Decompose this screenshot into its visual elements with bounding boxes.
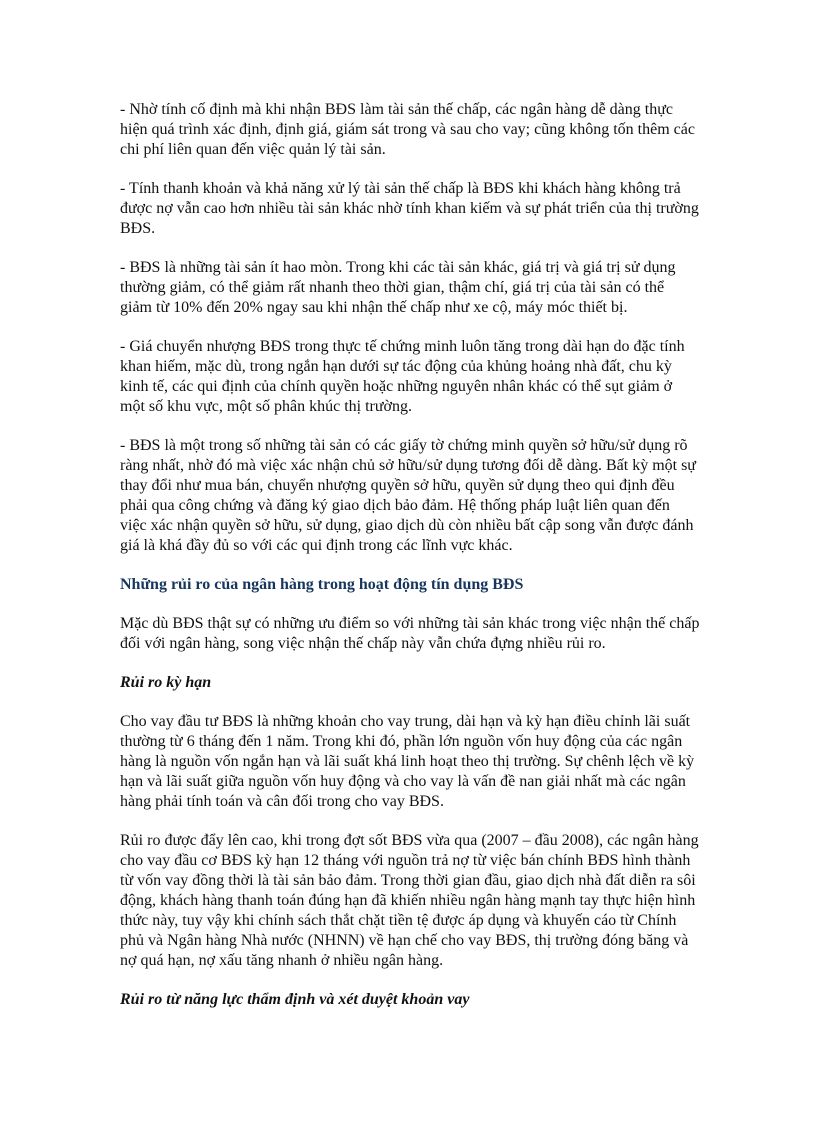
paragraph-term-risk-2: Rủi ro được đẩy lên cao, khi trong đợt sốt BĐS vừa qua (2007 – đầu 2008), các ngân hàng cho vay đầu cơ BĐS kỳ hạn 12 tháng với nguồn trả nợ từ việc bán chính BĐS hình thành từ vốn vay đồng thời là tài sản bảo đảm. Trong thời gian đầu, giao dịch nhà đất diễn ra sôi động, khách hàng thanh toán đúng hạn đã khiến nhiều ngân hàng mạnh tay thực hiện hình thức này, tuy vậy khi chính sách thắt chặt tiền tệ được áp dụng và khuyến cáo từ Chính phủ và Ngân hàng Nhà nước (NHNN) về hạn chế cho vay BĐS, thị trường đóng băng và nợ quá hạn, nợ xấu tăng nhanh ở nhiều ngân hàng. (120, 832, 699, 969)
paragraph-intro-risks: Mặc dù BĐS thật sự có những ưu điểm so với những tài sản khác trong việc nhận thế chấp đối với ngân hàng, song việc nhận thế chấp này vẫn chứa đựng nhiều rủi ro. (120, 615, 700, 652)
paragraph-liquidity: - Tính thanh khoản và khả năng xử lý tài sản thế chấp là BĐS khi khách hàng không trả được nợ vẫn cao hơn nhiều tài sản khác nhờ tính khan kiếm và sự phát triển của thị trường BĐS. (120, 180, 699, 237)
paragraph-ownership-papers: - BĐS là một trong số những tài sản có các giấy tờ chứng minh quyền sở hữu/sử dụng rõ ràng nhất, nhờ đó mà việc xác nhận chủ sở hữu/sử dụng tương đối dễ dàng. Bất kỳ một sự thay đổi như mua bán, chuyển nhượng quyền sở hữu, quyền sử dụng theo qui định đều phải qua công chứng và đăng ký giao dịch bảo đảm. Hệ thống pháp luật liên quan đến việc xác nhận quyền sở hữu, sử dụng, giao dịch dù còn nhiều bất cập song vẫn được đánh giá là khá đầy đủ so với các qui định trong các lĩnh vực khác. (120, 437, 696, 554)
paragraph-term-risk-1: Cho vay đầu tư BĐS là những khoản cho vay trung, dài hạn và kỳ hạn điều chỉnh lãi suất thường từ 6 tháng đến 1 năm. Trong khi đó, phần lớn nguồn vốn huy động của các ngân hàng là nguồn vốn ngắn hạn và lãi suất khá linh hoạt theo thị trường. Sự chênh lệch về kỳ hạn và lãi suất giữa nguồn vốn huy động và cho vay là vấn đề nan giải nhất mà các ngân hàng phải tính toán và cân đối trong cho vay BĐS. (120, 713, 695, 810)
paragraph-low-depreciation: - BĐS là những tài sản ít hao mòn. Trong khi các tài sản khác, giá trị và giá trị sử dụng thường giảm, có thể giảm rất nhanh theo thời gian, thậm chí, giá trị của tài sản có thể giảm từ 10% đến 20% ngay sau khi nhận thế chấp như xe cộ, máy móc thiết bị. (120, 259, 676, 316)
paragraph-price-trend: - Giá chuyển nhượng BĐS trong thực tế chứng minh luôn tăng trong dài hạn do đặc tính khan hiếm, mặc dù, trong ngắn hạn dưới sự tác động của khủng hoảng nhà đất, chu kỳ kinh tế, các qui định của chính quyền hoặc những nguyên nhân khác có thể sụt giảm ở một số khu vực, một số phân khúc thị trường. (120, 338, 685, 415)
subheading-appraisal-risk: Rủi ro từ năng lực thẩm định và xét duyệt khoản vay (120, 991, 470, 1008)
document-page (120, 100, 700, 1029)
paragraph-fixed-nature: - Nhờ tính cố định mà khi nhận BĐS làm tài sản thế chấp, các ngân hàng dễ dàng thực hiện quá trình xác định, định giá, giám sát trong và sau cho vay; cũng không tốn thêm các chi phí liên quan đến việc quản lý tài sản. (120, 101, 695, 158)
subheading-term-risk: Rủi ro kỳ hạn (120, 674, 212, 691)
section-heading-risks: Những rủi ro của ngân hàng trong hoạt động tín dụng BĐS (120, 576, 524, 593)
